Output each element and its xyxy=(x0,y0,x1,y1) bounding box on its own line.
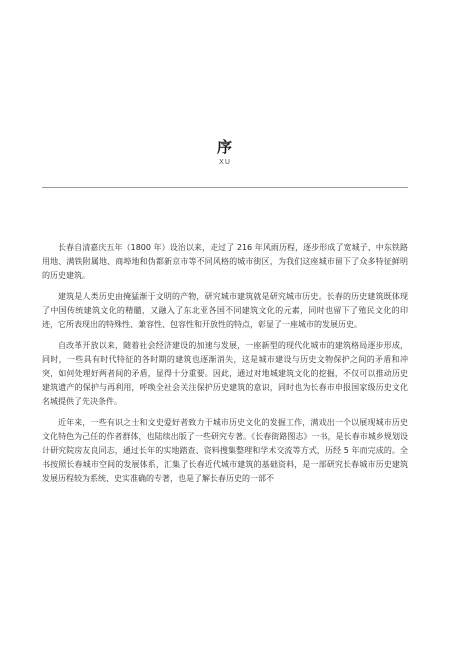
paragraph: 自改革开放以来，随着社会经济建设的加速与发展，一座新型的现代化城市的建筑格局逐步形成，同时，一些具有时代特征的各时期的建筑也逐渐消失，这是城市建设与历史文物保护之间的矛盾和冲突，如何处理好两者间的矛盾，显得十分重要。因此，通过对地城建筑文化的挖掘，不仅可以推动历史建筑遗产的保护与再利用，呼唤全社会关注保护历史建筑的意识，同时也为长春市申报国家级历史文化名城提供了先决条件。 xyxy=(42,341,408,406)
page-subtitle: XU xyxy=(219,158,231,166)
paragraph: 近年来，一些有识之士和文史爱好者致力于城市历史文化的发掘工作，满戏出一个以展现城市历史文化特色为己任的作者群体，也陆续出版了一些研究专著。《长春街路图志》一书，是长春市城乡规划设计研究院房友良同志，通过长年的实地踏查、资料搜集整理和学术交流等方式，历经 5 年而完成的。全书按照长春城市空间的发展体系，汇集了长春近代城市建筑的基础资料，是一部研究长春城市历史建筑发展历程较为系统、史实准确的专著，也是了解长春历史的一部不 xyxy=(42,418,408,483)
body-text xyxy=(42,241,408,493)
paragraph: 建筑是人类历史由掩猛渐于文明的产物，研究城市建筑就是研究城市历史。长春的历史建筑既体现了中国传统建筑文化的精髓，又融入了东北亚各国不同建筑文化的元素，同时也留下了殖民文化的印迹，它所表现出的特殊性、兼容性、包容性和开放性的特点，彰显了一座城市的发展历史。 xyxy=(42,292,408,329)
paragraph: 长春自清嘉庆五年（1800 年）设治以来，走过了 216 年风雨历程，逐步形成了宽城子、中东铁路用地、满铁附属地、商埠地和伪都新京市等不同风格的城市街区，为我们这座城市留下了众多特征鲜明的历史建筑。 xyxy=(42,243,408,280)
title-divider xyxy=(42,187,408,188)
heading-block xyxy=(0,138,450,167)
page-title: 序 xyxy=(216,138,233,156)
